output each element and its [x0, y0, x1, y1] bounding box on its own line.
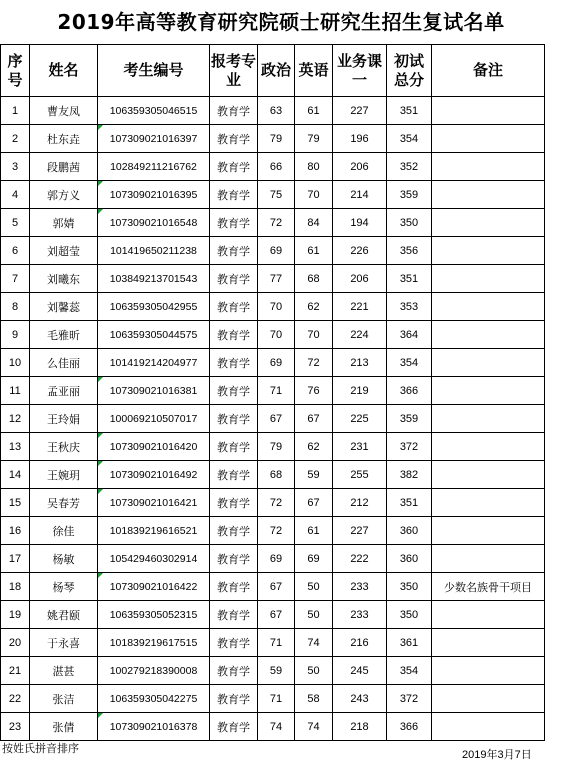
- cell-note: [432, 377, 545, 405]
- cell-note: [432, 237, 545, 265]
- cell-course1: 216: [333, 629, 387, 657]
- cell-english: 70: [295, 181, 333, 209]
- cell-major: 教育学: [210, 573, 258, 601]
- cell-english: 61: [295, 517, 333, 545]
- cell-english: 61: [295, 237, 333, 265]
- cell-name: 郭婧: [30, 209, 98, 237]
- cell-course1: 233: [333, 573, 387, 601]
- cell-name: 王玲娟: [30, 405, 98, 433]
- cell-name: 孟亚丽: [30, 377, 98, 405]
- table-row: [1, 181, 545, 209]
- table-row: [1, 265, 545, 293]
- cell-name: 吴春芳: [30, 489, 98, 517]
- cell-id: 101839219617515: [98, 629, 210, 657]
- cell-english: 79: [295, 125, 333, 153]
- cell-course1: 219: [333, 377, 387, 405]
- cell-note: [432, 209, 545, 237]
- cell-note: [432, 629, 545, 657]
- cell-course1: 245: [333, 657, 387, 685]
- cell-major: 教育学: [210, 209, 258, 237]
- cell-seq: 3: [1, 153, 30, 181]
- cell-english: 59: [295, 461, 333, 489]
- cell-politics: 71: [258, 629, 295, 657]
- cell-total: 360: [387, 545, 432, 573]
- cell-seq: 22: [1, 685, 30, 713]
- cell-note: [432, 293, 545, 321]
- cell-seq: 11: [1, 377, 30, 405]
- cell-seq: 9: [1, 321, 30, 349]
- cell-name: 曹友凤: [30, 97, 98, 125]
- table-row: [1, 153, 545, 181]
- cell-major: 教育学: [210, 97, 258, 125]
- cell-name: 么佳丽: [30, 349, 98, 377]
- cell-total: 359: [387, 181, 432, 209]
- cell-seq: 7: [1, 265, 30, 293]
- cell-seq: 2: [1, 125, 30, 153]
- cell-total: 356: [387, 237, 432, 265]
- cell-name: 张洁: [30, 685, 98, 713]
- table-row: [1, 125, 545, 153]
- cell-major: 教育学: [210, 153, 258, 181]
- cell-english: 58: [295, 685, 333, 713]
- table-row: [1, 545, 545, 573]
- cell-course1: 224: [333, 321, 387, 349]
- cell-id: 106359305046515: [98, 97, 210, 125]
- table-row: [1, 489, 545, 517]
- cell-total: 366: [387, 713, 432, 741]
- cell-name: 郭方义: [30, 181, 98, 209]
- cell-note: [432, 489, 545, 517]
- cell-note: [432, 685, 545, 713]
- cell-id: 106359305042955: [98, 293, 210, 321]
- cell-major: 教育学: [210, 685, 258, 713]
- cell-total: 354: [387, 349, 432, 377]
- cell-english: 61: [295, 97, 333, 125]
- table-row: [1, 629, 545, 657]
- cell-id: 107309021016492: [98, 461, 210, 489]
- cell-course1: 213: [333, 349, 387, 377]
- admission-table: [0, 44, 545, 741]
- cell-politics: 79: [258, 433, 295, 461]
- header-course1: 业务课一: [333, 45, 387, 97]
- cell-seq: 17: [1, 545, 30, 573]
- cell-id: 107309021016548: [98, 209, 210, 237]
- cell-name: 毛雅昕: [30, 321, 98, 349]
- cell-major: 教育学: [210, 545, 258, 573]
- cell-total: 351: [387, 265, 432, 293]
- cell-name: 王秋庆: [30, 433, 98, 461]
- cell-major: 教育学: [210, 405, 258, 433]
- table-row: [1, 293, 545, 321]
- cell-major: 教育学: [210, 181, 258, 209]
- cell-major: 教育学: [210, 517, 258, 545]
- cell-course1: 225: [333, 405, 387, 433]
- cell-course1: 227: [333, 97, 387, 125]
- cell-id: 107309021016422: [98, 573, 210, 601]
- cell-note: [432, 657, 545, 685]
- cell-course1: 194: [333, 209, 387, 237]
- cell-major: 教育学: [210, 237, 258, 265]
- cell-note: [432, 517, 545, 545]
- cell-politics: 69: [258, 349, 295, 377]
- cell-id: 107309021016378: [98, 713, 210, 741]
- cell-name: 刘曦东: [30, 265, 98, 293]
- cell-major: 教育学: [210, 629, 258, 657]
- cell-id: 105429460302914: [98, 545, 210, 573]
- cell-course1: 226: [333, 237, 387, 265]
- cell-course1: 222: [333, 545, 387, 573]
- cell-course1: 243: [333, 685, 387, 713]
- cell-note: [432, 125, 545, 153]
- cell-politics: 70: [258, 321, 295, 349]
- cell-english: 72: [295, 349, 333, 377]
- cell-total: 354: [387, 125, 432, 153]
- cell-seq: 8: [1, 293, 30, 321]
- cell-english: 76: [295, 377, 333, 405]
- cell-course1: 255: [333, 461, 387, 489]
- cell-english: 74: [295, 713, 333, 741]
- cell-name: 徐佳: [30, 517, 98, 545]
- cell-politics: 72: [258, 489, 295, 517]
- cell-major: 教育学: [210, 293, 258, 321]
- cell-name: 王婉玥: [30, 461, 98, 489]
- cell-id: 101419214204977: [98, 349, 210, 377]
- cell-seq: 1: [1, 97, 30, 125]
- header-major: 报考专业: [210, 45, 258, 97]
- cell-id: 106359305044575: [98, 321, 210, 349]
- cell-total: 366: [387, 377, 432, 405]
- document-title: 2019年高等教育研究院硕士研究生招生复试名单: [57, 10, 505, 34]
- cell-note: [432, 405, 545, 433]
- cell-course1: 233: [333, 601, 387, 629]
- cell-major: 教育学: [210, 657, 258, 685]
- table-row: [1, 573, 545, 601]
- cell-id: 106359305042275: [98, 685, 210, 713]
- cell-total: 352: [387, 153, 432, 181]
- cell-note: [432, 461, 545, 489]
- table-row: [1, 209, 545, 237]
- header-id: 考生编号: [98, 45, 210, 97]
- table-row: [1, 97, 545, 125]
- cell-seq: 14: [1, 461, 30, 489]
- cell-id: 107309021016395: [98, 181, 210, 209]
- cell-id: 107309021016420: [98, 433, 210, 461]
- cell-name: 杨敏: [30, 545, 98, 573]
- header-name: 姓名: [30, 45, 98, 97]
- cell-total: 360: [387, 517, 432, 545]
- cell-note: [432, 545, 545, 573]
- cell-major: 教育学: [210, 377, 258, 405]
- cell-seq: 5: [1, 209, 30, 237]
- cell-major: 教育学: [210, 349, 258, 377]
- table-row: [1, 517, 545, 545]
- cell-politics: 66: [258, 153, 295, 181]
- cell-seq: 6: [1, 237, 30, 265]
- cell-seq: 16: [1, 517, 30, 545]
- cell-course1: 218: [333, 713, 387, 741]
- table-row: [1, 461, 545, 489]
- cell-name: 张倩: [30, 713, 98, 741]
- cell-name: 杨琴: [30, 573, 98, 601]
- table-row: [1, 601, 545, 629]
- cell-politics: 67: [258, 405, 295, 433]
- cell-seq: 19: [1, 601, 30, 629]
- cell-seq: 20: [1, 629, 30, 657]
- cell-english: 67: [295, 489, 333, 517]
- cell-seq: 4: [1, 181, 30, 209]
- cell-note: [432, 349, 545, 377]
- document-date: 2019年3月7日: [462, 749, 532, 761]
- cell-english: 80: [295, 153, 333, 181]
- cell-id: 107309021016381: [98, 377, 210, 405]
- cell-note: [432, 97, 545, 125]
- header-note: 备注: [432, 45, 545, 97]
- cell-id: 100279218390008: [98, 657, 210, 685]
- cell-course1: 231: [333, 433, 387, 461]
- cell-total: 351: [387, 97, 432, 125]
- cell-major: 教育学: [210, 461, 258, 489]
- cell-politics: 68: [258, 461, 295, 489]
- cell-politics: 72: [258, 209, 295, 237]
- cell-total: 354: [387, 657, 432, 685]
- cell-note: [432, 265, 545, 293]
- cell-id: 103849213701543: [98, 265, 210, 293]
- cell-major: 教育学: [210, 489, 258, 517]
- cell-note: [432, 713, 545, 741]
- cell-total: 359: [387, 405, 432, 433]
- cell-seq: 12: [1, 405, 30, 433]
- cell-major: 教育学: [210, 265, 258, 293]
- cell-course1: 221: [333, 293, 387, 321]
- cell-politics: 69: [258, 545, 295, 573]
- cell-seq: 23: [1, 713, 30, 741]
- cell-id: 101419650211238: [98, 237, 210, 265]
- cell-politics: 71: [258, 377, 295, 405]
- cell-total: 364: [387, 321, 432, 349]
- cell-id: 107309021016421: [98, 489, 210, 517]
- cell-course1: 212: [333, 489, 387, 517]
- sort-note: 按姓氏拼音排序: [2, 742, 79, 755]
- cell-politics: 77: [258, 265, 295, 293]
- table-row: [1, 349, 545, 377]
- cell-course1: 206: [333, 153, 387, 181]
- table-body: [1, 97, 545, 741]
- cell-id: 101839219616521: [98, 517, 210, 545]
- cell-course1: 214: [333, 181, 387, 209]
- cell-id: 102849211216762: [98, 153, 210, 181]
- cell-course1: 206: [333, 265, 387, 293]
- cell-name: 段鹏茜: [30, 153, 98, 181]
- header-seq: 序号: [1, 45, 30, 97]
- cell-politics: 63: [258, 97, 295, 125]
- cell-english: 62: [295, 293, 333, 321]
- cell-english: 69: [295, 545, 333, 573]
- cell-english: 62: [295, 433, 333, 461]
- cell-english: 68: [295, 265, 333, 293]
- cell-note: [432, 181, 545, 209]
- table-row: [1, 237, 545, 265]
- cell-name: 刘馨蕊: [30, 293, 98, 321]
- cell-seq: 10: [1, 349, 30, 377]
- header-politics: 政治: [258, 45, 295, 97]
- cell-total: 350: [387, 573, 432, 601]
- cell-name: 湛甚: [30, 657, 98, 685]
- cell-major: 教育学: [210, 601, 258, 629]
- table-row: [1, 713, 545, 741]
- header-total: 初试总分: [387, 45, 432, 97]
- cell-note: [432, 601, 545, 629]
- cell-major: 教育学: [210, 713, 258, 741]
- cell-total: 350: [387, 209, 432, 237]
- cell-major: 教育学: [210, 321, 258, 349]
- cell-total: 361: [387, 629, 432, 657]
- cell-english: 67: [295, 405, 333, 433]
- cell-course1: 196: [333, 125, 387, 153]
- cell-politics: 72: [258, 517, 295, 545]
- cell-english: 50: [295, 573, 333, 601]
- cell-note: 少数名族骨干项目: [432, 573, 545, 601]
- cell-politics: 69: [258, 237, 295, 265]
- cell-politics: 79: [258, 125, 295, 153]
- cell-seq: 13: [1, 433, 30, 461]
- table-row: [1, 657, 545, 685]
- cell-note: [432, 433, 545, 461]
- cell-seq: 15: [1, 489, 30, 517]
- table-row: [1, 405, 545, 433]
- cell-major: 教育学: [210, 433, 258, 461]
- cell-total: 353: [387, 293, 432, 321]
- cell-course1: 227: [333, 517, 387, 545]
- header-english: 英语: [295, 45, 333, 97]
- cell-name: 刘超莹: [30, 237, 98, 265]
- cell-name: 于永喜: [30, 629, 98, 657]
- table-row: [1, 433, 545, 461]
- cell-politics: 71: [258, 685, 295, 713]
- cell-name: 杜东垚: [30, 125, 98, 153]
- header-row: [1, 45, 545, 97]
- cell-seq: 18: [1, 573, 30, 601]
- cell-english: 70: [295, 321, 333, 349]
- cell-politics: 70: [258, 293, 295, 321]
- cell-major: 教育学: [210, 125, 258, 153]
- cell-note: [432, 153, 545, 181]
- cell-name: 姚君颐: [30, 601, 98, 629]
- cell-total: 372: [387, 433, 432, 461]
- cell-politics: 74: [258, 713, 295, 741]
- table-row: [1, 321, 545, 349]
- cell-seq: 21: [1, 657, 30, 685]
- cell-total: 382: [387, 461, 432, 489]
- cell-politics: 67: [258, 573, 295, 601]
- cell-id: 100069210507017: [98, 405, 210, 433]
- cell-politics: 67: [258, 601, 295, 629]
- table-row: [1, 377, 545, 405]
- cell-total: 351: [387, 489, 432, 517]
- cell-total: 372: [387, 685, 432, 713]
- cell-english: 74: [295, 629, 333, 657]
- cell-total: 350: [387, 601, 432, 629]
- cell-id: 106359305052315: [98, 601, 210, 629]
- cell-politics: 75: [258, 181, 295, 209]
- cell-id: 107309021016397: [98, 125, 210, 153]
- cell-english: 50: [295, 601, 333, 629]
- cell-note: [432, 321, 545, 349]
- cell-english: 84: [295, 209, 333, 237]
- table-row: [1, 685, 545, 713]
- cell-english: 50: [295, 657, 333, 685]
- cell-politics: 59: [258, 657, 295, 685]
